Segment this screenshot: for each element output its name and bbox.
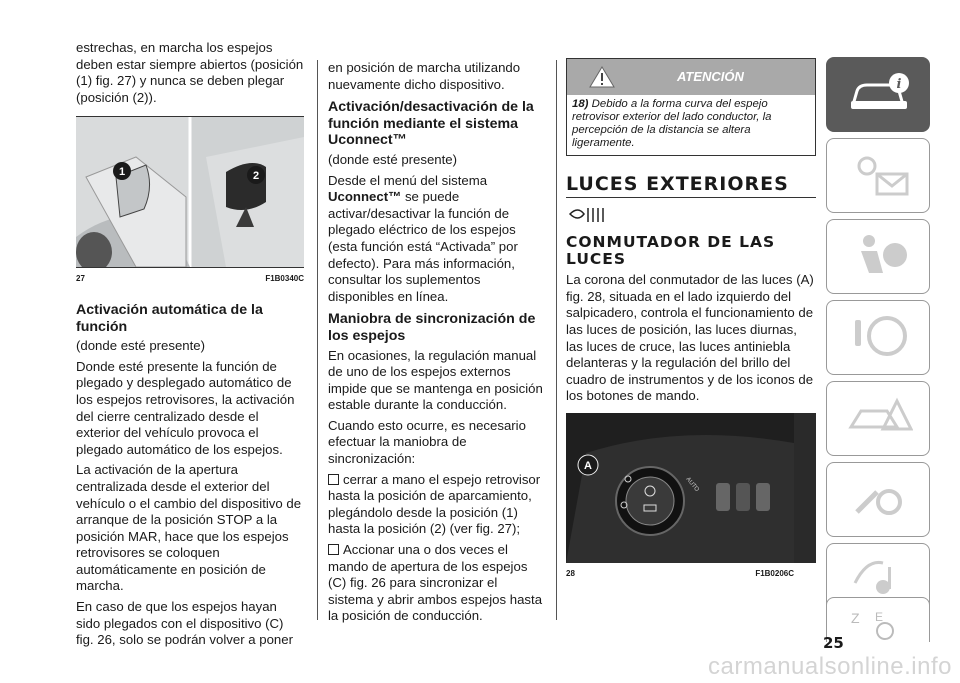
bullet-text: Accionar una o dos veces el mando de apertura de los espejos (C) fig. 26 para sincronizar el sistema y abrir ambos espejos hasta la posición de conducción. (328, 542, 543, 624)
paragraph: (donde esté presente) (76, 338, 206, 354)
attention-title: ATENCIÓN (677, 69, 744, 84)
page-number: 25 (823, 634, 844, 652)
figure-28-caption (566, 566, 794, 583)
intro-paragraph: estrechas, en marcha los espejos deben estar siempre abiertos (posición (1) fig. 27) y nunca se deben plegar (posición (2)). (76, 40, 304, 105)
svg-text:Z: Z (851, 610, 860, 626)
attention-text: Debido a la forma curva del espejo retrovisor exterior del lado conductor, la percepción de la distancia se altera ligeramente. (572, 98, 772, 149)
figure-code: F1B0340C (265, 274, 304, 284)
auto-label: AUTO (684, 476, 700, 493)
subsection-title: CONMUTADOR DE LAS LUCES (566, 233, 776, 269)
checkbox-bullet-icon (328, 544, 339, 555)
column-3 (566, 58, 816, 583)
figure-28 (566, 413, 816, 563)
emergency-icon (847, 391, 913, 445)
index-icon (847, 607, 913, 641)
watermark: carmanualsonline.info (708, 653, 952, 680)
bullet-text: cerrar a mano el espejo retrovisor hasta la posición de aparcamiento, plegándolo desde la posición (1) hasta la posición (2) (ver fig. 27); (328, 471, 541, 537)
paragraph: en posición de marcha utilizando nuevamente dicho dispositivo. (328, 60, 521, 92)
tab-safety[interactable] (826, 219, 930, 294)
attention-box (566, 58, 816, 156)
tab-car-info[interactable] (826, 57, 930, 132)
safety-airbag-icon (847, 229, 913, 283)
paragraph: La activación de la apertura centralizada desde el exterior del vehículo o el cambio del dispositivo de arranque de la posición STOP a la posición MAR, hace que los espejos retrovisores se coloquen automáticamente en posición de marcha. (76, 462, 302, 594)
callout-2: 2 (252, 170, 260, 183)
figure-number: 28 (566, 568, 575, 578)
text: Desde el menú del sistema (328, 172, 488, 188)
section-title: LUCES EXTERIORES (566, 176, 816, 198)
maintenance-icon (847, 472, 913, 526)
warning-lights-icon (847, 148, 913, 202)
callout-a: A (584, 459, 592, 472)
heading-auto-activation: Activación automática de la función (76, 301, 263, 335)
bullet-item (328, 542, 546, 625)
tab-starting-driving[interactable] (826, 300, 930, 375)
heading-sync: Maniobra de sincronización de los espejos (328, 311, 536, 344)
heading-uconnect: Activación/desactivación de la función mediante el sistema Uconnect™ (328, 99, 534, 149)
attention-body (567, 95, 815, 155)
paragraph: (donde esté presente) (328, 151, 458, 167)
car-info-icon (847, 67, 913, 121)
svg-text:i: i (896, 77, 902, 92)
tab-maintenance[interactable] (826, 462, 930, 537)
tab-warning-lights[interactable] (826, 138, 930, 213)
callout-1: 1 (118, 166, 126, 179)
figure-27-caption (76, 271, 304, 288)
column-2 (328, 60, 546, 629)
column-1 (76, 40, 304, 653)
column-divider (556, 60, 557, 620)
figure-code: F1B0206C (755, 568, 794, 578)
attention-header (567, 59, 815, 95)
steering-start-icon (847, 310, 913, 364)
tab-emergency[interactable] (826, 381, 930, 456)
svg-text:E: E (875, 610, 884, 624)
paragraph: Donde esté presente la función de plegado y desplegado automático de los espejos retrovisores, la activación del cierre centralizado desde el exterior del vehículo provoca el plegado automático de los espejos. (76, 358, 295, 457)
bullet-item (328, 472, 546, 538)
uconnect-brand: Uconnect™ (328, 189, 402, 205)
attention-number: 18) (572, 98, 589, 110)
paragraph: La corona del conmutador de las luces (A) fig. 28, situada en el lado izquierdo del salpicadero, controla el funcionamiento de las luces de posición, las luces diurnas, las luces de cruce, las luces antiniebla delanteras y la regulación del brillo del cuadro de instrumentos y de los iconos de los botones de mando. (566, 272, 814, 404)
figure-27 (76, 116, 304, 268)
exterior-lights-icon (566, 204, 610, 226)
text: se puede activar/desactivar la función de plegado eléctrico de los espejos (esta función está “Activada” por defecto). Para más información, consultar los suplementos disponibles en línea. (328, 189, 518, 304)
light-switch-illustration (566, 413, 794, 563)
column-divider (317, 60, 318, 620)
paragraph: Cuando esto ocurre, es necesario efectuar la maniobra de sincronización: (328, 417, 526, 467)
warning-triangle-icon (589, 65, 615, 89)
paragraph: En ocasiones, la regulación manual de uno de los espejos externos impide que se mantenga en posición estable durante la conducción. (328, 347, 543, 413)
paragraph: En caso de que los espejos hayan sido plegados con el dispositivo (C) fig. 26, solo se podrán volver a poner (76, 599, 293, 648)
mirror-illustration (76, 117, 304, 267)
figure-number: 27 (76, 274, 85, 284)
paragraph (328, 173, 546, 306)
checkbox-bullet-icon (328, 474, 339, 485)
